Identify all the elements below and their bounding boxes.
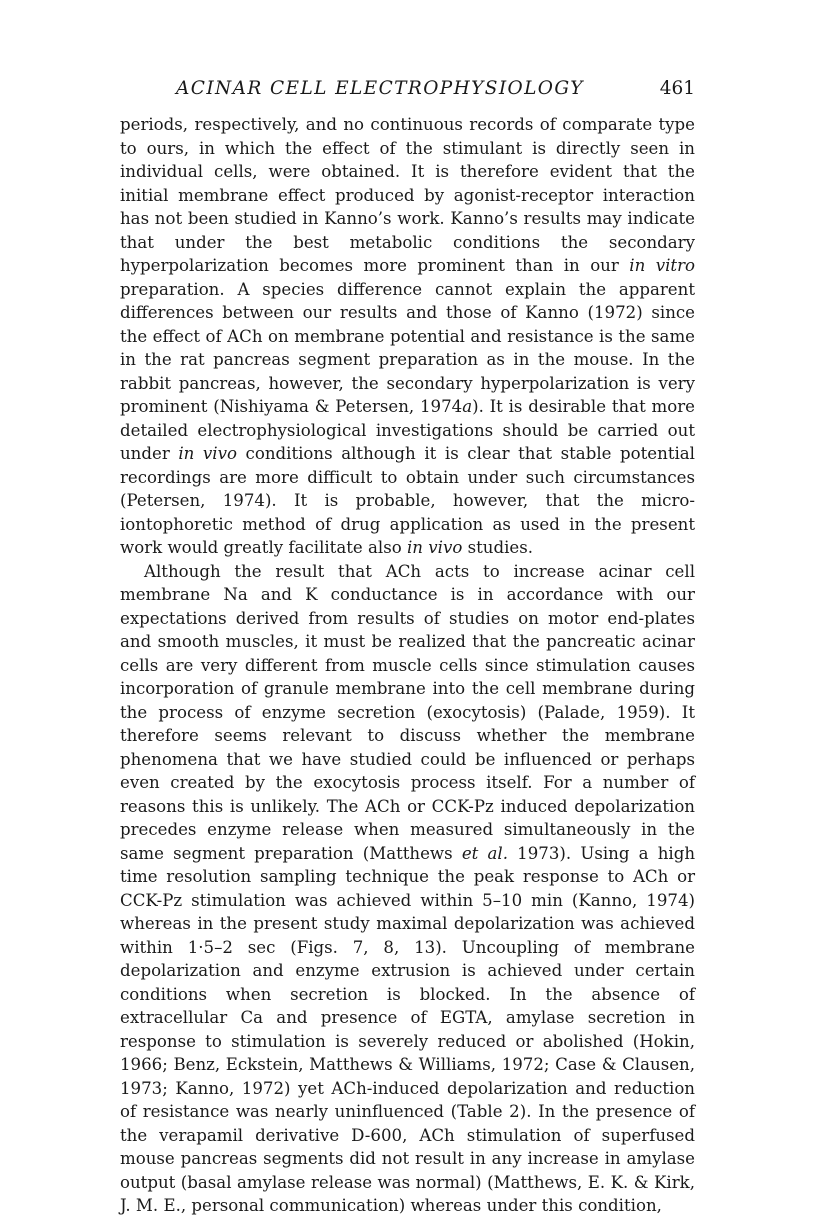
body-text	[120, 113, 695, 1218]
page-header	[120, 78, 695, 108]
paragraph-1	[120, 113, 695, 560]
italic-run: in vitro	[629, 256, 695, 275]
italic-run: et al.	[461, 843, 508, 863]
page-number: 461	[659, 78, 695, 99]
text-run: conditions although it is clear that stable potential recordings are more difficult to obtain under such circumstances (Petersen, 1974). It is probable, however, that the micro-iontophoretic method of drug application as used in the present work would greatly facilitate also	[120, 444, 695, 557]
text-run: periods, respectively, and no continuous records of comparate type to ours, in which the effect of the stimulant is directly seen in individual cells, were obtained. It is therefore evident that the initial membrane effect produced by agonist-receptor interaction has not been studied in Kanno’s work. Kanno’s results may indicate that under the best metabolic conditions the secondary hyperpolarization becomes more prominent than in our	[120, 115, 695, 275]
text-run: ). It is desirable that more detailed electrophysiological investigations should be carried out under	[120, 397, 695, 463]
paragraph-2	[120, 560, 695, 1218]
text-run: preparation. A species difference cannot explain the apparent differences between our results and those of Kanno (1972) since the effect of ACh on membrane potential and resistance is the same in the rat pancreas segment preparation as in the mouse. In the rabbit pancreas, however, the secondary hyperpolarization is very prominent (Nishiyama & Petersen, 1974	[120, 279, 695, 416]
italic-run: a	[462, 397, 473, 416]
running-title: ACINAR CELL ELECTROPHYSIOLOGY	[176, 78, 584, 99]
text-run: studies.	[462, 538, 534, 557]
text-run: Although the result that ACh acts to increase acinar cell membrane Na and K conductance is in accordance with our expectations derived from results of studies on motor end-plates and smooth muscles, it must be realized that the pancreatic acinar cells are very different from muscle cells since stimulation causes incorporation of granule membrane into the cell membrane during the process of enzyme secretion (exocytosis) (Palade, 1959). It therefore seems relevant to discuss whether the membrane phenomena that we have studied could be influenced or perhaps even created by the exocytosis process itself. For a number of reasons this is unlikely. The ACh or CCK-Pz induced depolarization precedes enzyme release when measured simultaneously in the same segment preparation (Matthews	[120, 561, 695, 863]
italic-run: in vivo	[178, 444, 237, 463]
text-run: 1973). Using a high time resolution sampling technique the peak response to ACh or CCK-Pz stimulation was achieved within 5–10 min (Kanno, 1974) whereas in the present study maximal depolarization was achieved within 1·5–2 sec (Figs. 7, 8, 13). Uncoupling of membrane depolarization and enzyme extrusion is achieved under certain conditions when secretion is blocked. In the absence of extracellular Ca and presence of EGTA, amylase secretion in response to stimulation is severely reduced or abolished (Hokin, 1966; Benz, Eckstein, Matthews & Williams, 1972; Case & Clausen, 1973; Kanno, 1972) yet ACh-induced depolarization and reduction of resistance was nearly uninfluenced (Table 2). In the presence of the verapamil derivative D-600, ACh stimulation of superfused mouse pancreas segments did not result in any increase in amylase output (basal amylase release was normal) (Matthews, E. K. & Kirk, J. M. E., personal communication) whereas under this condition,	[120, 843, 696, 1215]
italic-run: in vivo	[407, 538, 463, 557]
